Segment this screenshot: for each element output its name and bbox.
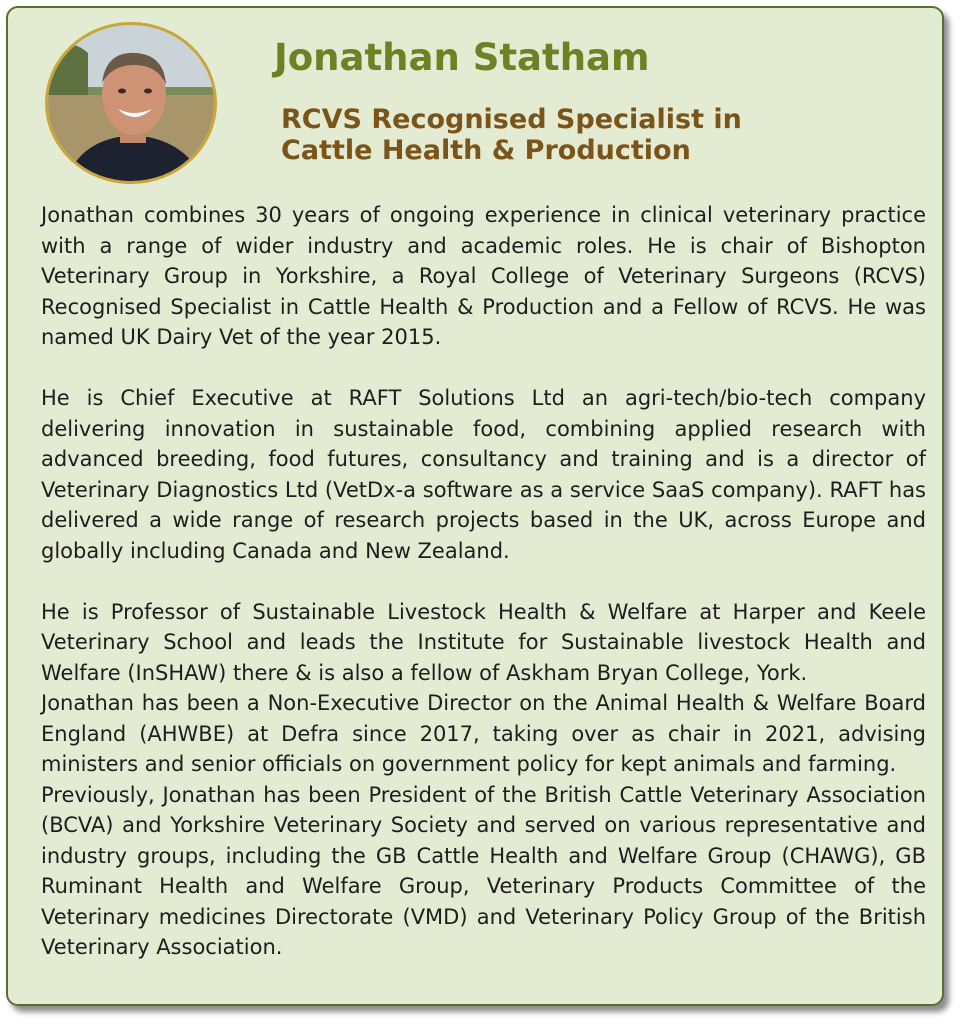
- person-title: [281, 104, 881, 166]
- bio-paragraph-1: Jonathan combines 30 years of ongoing experience in clinical veterinary practice with a range of wider industry and academic roles. He is chair of Bishopton Veterinary Group in Yorkshire, a Royal College of Veterinary Surgeons (RCVS) Recognised Specialist in Cattle Health & Production and a Fellow of RCVS. He was named UK Dairy Vet of the year 2015.: [41, 203, 926, 349]
- person-title-line-2: Cattle Health & Production: [281, 135, 691, 166]
- bio-paragraph-3: He is Professor of Sustainable Livestock Health & Welfare at Harper and Keele Veterinary School and leads the Institute for Sustainable livestock Health and Welfare (InSHAW) there & is also a fellow of Askham Bryan College, York.: [41, 599, 926, 685]
- portrait-photo-icon: [48, 25, 214, 181]
- biography: [41, 200, 926, 963]
- bio-paragraph-2: He is Chief Executive at RAFT Solutions Ltd an agri-tech/bio-tech company delivering innovation in sustainable food, combining applied research with advanced breeding, food futures, consultancy and training and is a director of Veterinary Diagnostics Ltd (VetDx-a software as a service SaaS company). RAFT has delivered a wide range of research projects based in the UK, across Europe and globally including Canada and New Zealand.: [41, 386, 926, 563]
- bio-paragraph-4: Jonathan has been a Non-Executive Director on the Animal Health & Welfare Board England (AHWBE) at Defra since 2017, taking over as chair in 2021, advising ministers and senior officials on government policy for kept animals and farming.: [41, 691, 926, 776]
- profile-card: [6, 6, 944, 1006]
- person-name: Jonathan Statham: [274, 36, 650, 79]
- bio-paragraph-5: Previously, Jonathan has been President of the British Cattle Veterinary Association (BCVA) and Yorkshire Veterinary Society and served on various representative and industry groups, including the GB Cattle Health and Welfare Group (CHAWG), GB Ruminant Health and Welfare Group, Veterinary Products Committee of the Veterinary medicines Directorate (VMD) and Veterinary Policy Group of the British Veterinary Association.: [41, 782, 926, 959]
- profile-photo: [45, 22, 217, 184]
- person-title-line-1: RCVS Recognised Specialist in: [281, 104, 742, 135]
